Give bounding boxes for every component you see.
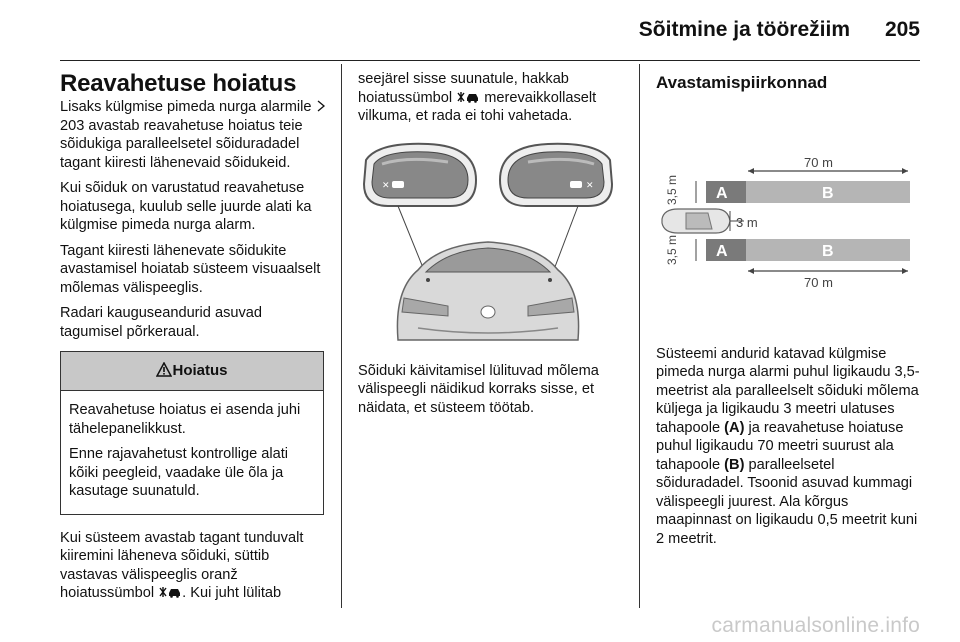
paragraph: Reavahetuse hoiatus ei asenda juhi tähelepanelikkust. (69, 402, 301, 437)
section-heading: Avastamispiirkonnad (656, 73, 828, 92)
paragraph: Radari kauguseandurid asuvad tagumisel põrkeraual. (60, 305, 263, 340)
svg-text:✕: ✕ (382, 180, 390, 191)
text: merevaikkollaselt vilkuma, et rada ei tohi vahetada. (358, 89, 597, 124)
gap-label: 3 m (736, 214, 758, 230)
column-divider (639, 64, 640, 608)
paragraph: Enne rajavahetust kontrollige alati kõiki peegleid, vaadake üle õla ja kasutage suunatuld. (69, 446, 289, 499)
paragraph (358, 70, 624, 126)
text: seejärel sisse suunatule, hakkab hoiatussümbol (358, 71, 569, 106)
blind-spot-warning-icon (158, 586, 182, 598)
width-label: 3,5 m (665, 234, 679, 265)
text: paralleelsetel sõiduradadel. Tsoonid asuvad kummagi välispeegli juurest. Ala kõrgus maapinnast on ligikaudu 0,5 meetrit kuni 2 meetrit. (656, 456, 918, 547)
column-3 (656, 70, 922, 555)
detection-zones-diagram (656, 119, 918, 329)
column-divider (341, 64, 342, 608)
distance-label: 70 m (804, 154, 833, 170)
section-title: Sõitmine ja töörežiim (638, 18, 850, 41)
paragraph: Kui sõiduk on varustatud reavahetuse hoiatusega, kuulub selle juurde alati ka külgmise pimeda nurga alarm. (60, 180, 312, 233)
text: ja reavahetuse hoiatuse puhul ligikaudu 70 meetri suurust ala tahapoole (656, 419, 904, 473)
warning-triangle-icon (156, 362, 172, 377)
zone-label: B (822, 184, 834, 202)
zone-ref: (B) (724, 456, 745, 473)
paragraph (60, 529, 328, 603)
image-caption: Sõiduki käivitamisel lülituvad mõlema välispeegli näidikud korraks sisse, et näidata, et süsteem töötab. (358, 362, 599, 416)
text: Lisaks külgmise pimeda nurga alarmile (60, 99, 316, 115)
page-number: 205 (884, 18, 920, 41)
warning-body (61, 391, 323, 514)
page-ref-icon[interactable] (316, 100, 326, 112)
text: Kui süsteem avastab tagant tunduvalt kiiremini läheneva sõiduki, süttib vastavas välispeeglis oranž hoiatussümbol (60, 529, 304, 601)
svg-text:✕: ✕ (586, 180, 594, 191)
zone-label: A (716, 242, 728, 260)
blind-spot-warning-icon (456, 91, 480, 103)
warning-header (61, 352, 323, 391)
mirror-car-illustration (358, 140, 618, 350)
text: Süsteemi andurid katavad külgmise pimeda nurga alarmi puhul ligikaudu 3,5-meetrist ala paralleelselt sõiduki mõlema küljega ja ligikaudu 3 meetri ulatuses tahapoole (656, 345, 920, 436)
zone-label: B (822, 242, 834, 260)
zone-ref: (A) (724, 419, 745, 436)
paragraph: Tagant kiiresti lähenevate sõidukite avastamisel hoiatab süsteem visuaalselt mõlemas välispeeglis. (60, 242, 321, 296)
width-label: 3,5 m (665, 174, 679, 205)
zone-label: A (716, 184, 728, 202)
paragraph (60, 98, 328, 172)
column-1 (60, 70, 328, 610)
watermark: carmanualsonline.info (711, 614, 920, 637)
section-heading: Reavahetuse hoiatus (60, 70, 297, 97)
header-rule (60, 60, 920, 61)
warning-title: Hoiatus (172, 362, 228, 379)
text: 203 avastab reavahetuse hoiatus teie sõidukiga paralleelsetel sõiduradadel tagant kiiresti lähenevaid sõidukeid. (60, 117, 303, 171)
paragraph (656, 345, 922, 549)
text: . Kui juht lülitab (182, 585, 282, 601)
warning-box (60, 351, 324, 515)
page-header (0, 0, 960, 60)
column-2 (358, 70, 624, 424)
distance-label: 70 m (804, 274, 833, 290)
